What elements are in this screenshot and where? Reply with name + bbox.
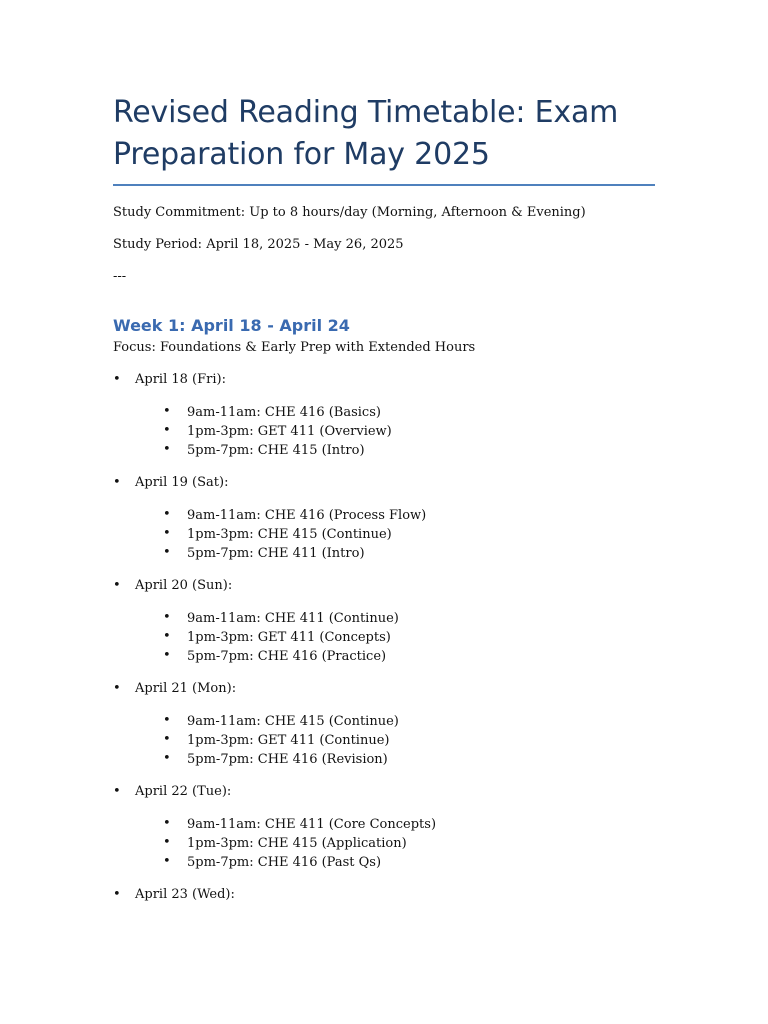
- slot-text: 9am-11am: CHE 411 (Continue): [187, 611, 399, 626]
- day-label: April 22 (Tue):: [135, 784, 232, 799]
- slot-item: [163, 609, 655, 628]
- bullet-icon: •: [113, 372, 121, 387]
- slot-text: 1pm-3pm: GET 411 (Overview): [187, 424, 392, 439]
- slot-item: [163, 544, 655, 563]
- bullet-icon: •: [163, 835, 171, 850]
- slot-text: 5pm-7pm: CHE 416 (Past Qs): [187, 855, 382, 870]
- study-commitment: Study Commitment: Up to 8 hours/day (Morning, Afternoon & Evening): [113, 205, 586, 220]
- slot-item: [163, 403, 655, 422]
- slot-item: [163, 506, 655, 525]
- slot-text: 1pm-3pm: CHE 415 (Continue): [187, 527, 392, 542]
- day-item: [113, 680, 655, 769]
- slot-item: [163, 731, 655, 750]
- slot-item: [163, 441, 655, 460]
- bullet-icon: •: [113, 681, 121, 696]
- bullet-icon: •: [163, 629, 171, 644]
- slot-text: 1pm-3pm: GET 411 (Continue): [187, 733, 390, 748]
- slot-list: [163, 506, 655, 563]
- day-item: [113, 474, 655, 563]
- slot-text: 5pm-7pm: CHE 411 (Intro): [187, 546, 365, 561]
- day-label: April 21 (Mon):: [135, 681, 237, 696]
- slot-item: [163, 525, 655, 544]
- day-label: April 19 (Sat):: [135, 475, 229, 490]
- slot-list: [163, 403, 655, 460]
- week-1-focus: Focus: Foundations & Early Prep with Extended Hours: [113, 340, 476, 355]
- slot-text: 1pm-3pm: GET 411 (Concepts): [187, 630, 391, 645]
- bullet-icon: •: [113, 784, 121, 799]
- day-item: [113, 577, 655, 666]
- bullet-icon: •: [113, 578, 121, 593]
- slot-text: 9am-11am: CHE 416 (Basics): [187, 405, 381, 420]
- slot-list: [163, 609, 655, 666]
- document-page: [113, 92, 655, 904]
- day-item: [113, 886, 655, 904]
- day-item: [113, 371, 655, 460]
- slot-text: 5pm-7pm: CHE 416 (Revision): [187, 752, 388, 767]
- day-label: April 23 (Wed):: [135, 887, 235, 902]
- separator: ---: [113, 269, 127, 284]
- slot-text: 9am-11am: CHE 411 (Core Concepts): [187, 817, 437, 832]
- bullet-icon: •: [163, 526, 171, 541]
- slot-item: [163, 834, 655, 853]
- slot-text: 9am-11am: CHE 416 (Process Flow): [187, 508, 427, 523]
- slot-text: 1pm-3pm: CHE 415 (Application): [187, 836, 407, 851]
- bullet-icon: •: [163, 713, 171, 728]
- week-1-heading: Week 1: April 18 - April 24: [113, 316, 350, 335]
- slot-text: 5pm-7pm: CHE 416 (Practice): [187, 649, 387, 664]
- slot-list: [163, 712, 655, 769]
- bullet-icon: •: [163, 545, 171, 560]
- bullet-icon: •: [163, 610, 171, 625]
- slot-item: [163, 815, 655, 834]
- bullet-icon: •: [163, 442, 171, 457]
- bullet-icon: •: [163, 423, 171, 438]
- slot-item: [163, 628, 655, 647]
- bullet-icon: •: [163, 404, 171, 419]
- slot-item: [163, 853, 655, 872]
- day-list: [113, 371, 655, 904]
- bullet-icon: •: [163, 854, 171, 869]
- bullet-icon: •: [163, 751, 171, 766]
- slot-text: 5pm-7pm: CHE 415 (Intro): [187, 443, 365, 458]
- bullet-icon: •: [113, 887, 121, 902]
- day-label: April 20 (Sun):: [135, 578, 233, 593]
- slot-text: 9am-11am: CHE 415 (Continue): [187, 714, 399, 729]
- bullet-icon: •: [163, 816, 171, 831]
- slot-item: [163, 712, 655, 731]
- day-label: April 18 (Fri):: [135, 372, 226, 387]
- slot-list: [163, 815, 655, 872]
- bullet-icon: •: [163, 507, 171, 522]
- study-period: Study Period: April 18, 2025 - May 26, 2025: [113, 237, 404, 252]
- slot-item: [163, 422, 655, 441]
- slot-item: [163, 750, 655, 769]
- slot-item: [163, 647, 655, 666]
- bullet-icon: •: [163, 648, 171, 663]
- bullet-icon: •: [163, 732, 171, 747]
- day-item: [113, 783, 655, 872]
- bullet-icon: •: [113, 475, 121, 490]
- document-title: Revised Reading Timetable: Exam Preparation for May 2025: [113, 92, 655, 186]
